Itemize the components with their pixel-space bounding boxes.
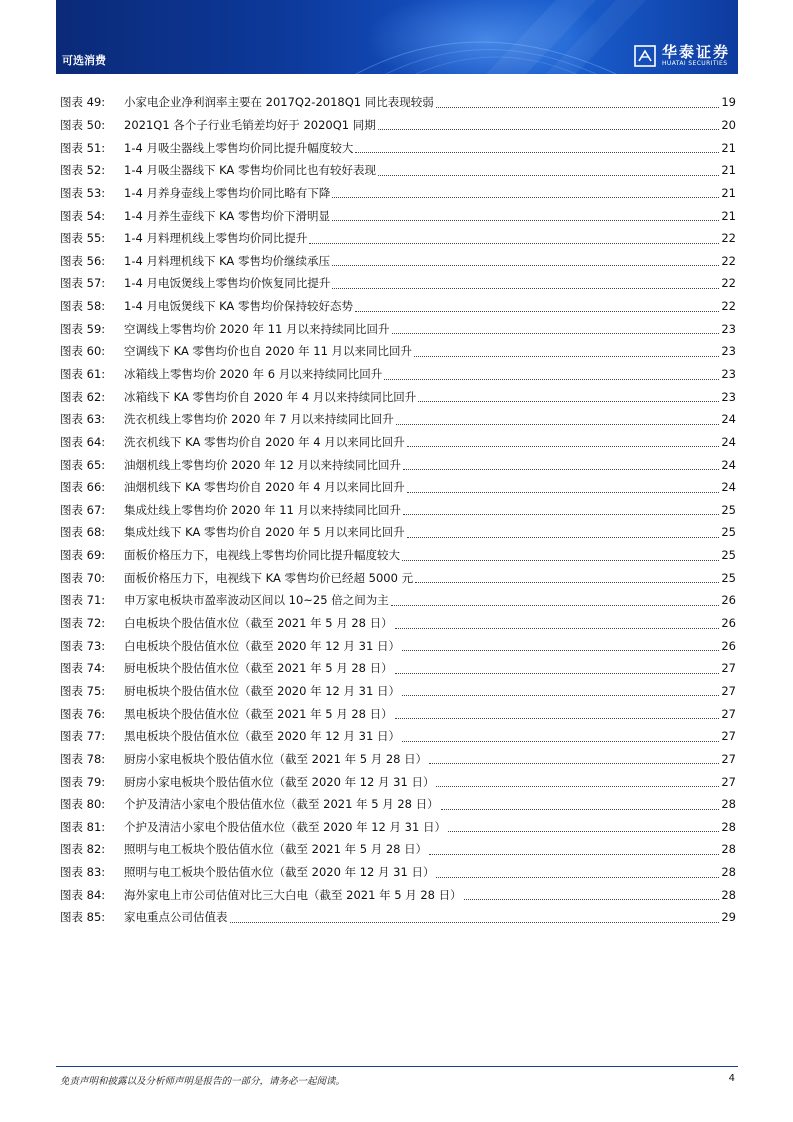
toc-entry-title: 1-4 月电饭煲线上零售均价恢复同比提升 bbox=[124, 276, 331, 291]
toc-dot-leader bbox=[332, 265, 719, 266]
toc-entry[interactable] bbox=[60, 408, 736, 431]
toc-dot-leader bbox=[402, 560, 719, 561]
toc-dot-leader bbox=[395, 628, 720, 629]
toc-entry-label: 图表 63: bbox=[60, 412, 106, 427]
toc-entry-title: 1-4 月养身壶线上零售均价同比略有下降 bbox=[124, 185, 331, 200]
toc-entry[interactable] bbox=[60, 227, 736, 250]
toc-entry-label: 图表 71: bbox=[60, 593, 106, 608]
toc-entry-label: 图表 81: bbox=[60, 819, 106, 834]
toc-entry[interactable] bbox=[60, 883, 736, 906]
toc-entry-label: 图表 69: bbox=[60, 548, 106, 563]
toc-entry-title: 小家电企业净利润率主要在 2017Q2-2018Q1 同比表现较弱 bbox=[124, 95, 434, 110]
toc-entry-label: 图表 74: bbox=[60, 661, 106, 676]
toc-entry[interactable] bbox=[60, 431, 736, 454]
logo-chinese-name: 华泰证券 bbox=[661, 43, 730, 61]
header-banner bbox=[56, 0, 738, 74]
toc-dot-leader bbox=[448, 831, 719, 832]
toc-dot-leader bbox=[429, 763, 719, 764]
toc-entry[interactable] bbox=[60, 612, 736, 635]
toc-entry[interactable] bbox=[60, 249, 736, 272]
toc-entry-label: 图表 53: bbox=[60, 185, 106, 200]
toc-entry-page: 27 bbox=[721, 706, 736, 721]
toc-dot-leader bbox=[414, 356, 719, 357]
toc-dot-leader bbox=[378, 129, 720, 130]
toc-entry-page: 27 bbox=[721, 774, 736, 789]
toc-entry-title: 洗衣机线下 KA 零售均价自 2020 年 4 月以来同比回升 bbox=[124, 434, 405, 449]
toc-entry[interactable] bbox=[60, 453, 736, 476]
huatai-logo bbox=[633, 42, 730, 70]
toc-entry-page: 22 bbox=[721, 253, 736, 268]
toc-entry-title: 厨房小家电板块个股估值水位（截至 2020 年 12 月 31 日） bbox=[124, 774, 435, 789]
toc-entry[interactable] bbox=[60, 204, 736, 227]
toc-entry-label: 图表 66: bbox=[60, 480, 106, 495]
toc-entry-page: 27 bbox=[721, 683, 736, 698]
toc-entry-label: 图表 57: bbox=[60, 276, 106, 291]
toc-entry-page: 21 bbox=[721, 140, 736, 155]
toc-entry-title: 厨房小家电板块个股估值水位（截至 2021 年 5 月 28 日） bbox=[124, 751, 428, 766]
toc-entry-title: 1-4 月吸尘器线上零售均价同比提升幅度较大 bbox=[124, 140, 354, 155]
toc-entry[interactable] bbox=[60, 793, 736, 816]
footer-divider bbox=[56, 1066, 738, 1067]
toc-entry-page: 26 bbox=[721, 593, 736, 608]
toc-entry-title: 冰箱线上零售均价 2020 年 6 月以来持续同比回升 bbox=[124, 367, 383, 381]
toc-entry[interactable] bbox=[60, 770, 736, 793]
toc-entry-page: 19 bbox=[721, 95, 736, 110]
toc-entry-title: 油烟机线下 KA 零售均价自 2020 年 4 月以来同比回升 bbox=[124, 480, 405, 495]
toc-entry-label: 图表 70: bbox=[60, 570, 106, 585]
toc-entry-page: 23 bbox=[721, 367, 736, 381]
toc-dot-leader bbox=[355, 311, 719, 312]
toc-entry-label: 图表 84: bbox=[60, 887, 106, 902]
toc-entry-title: 照明与电工板块个股估值水位（截至 2021 年 5 月 28 日） bbox=[124, 842, 428, 857]
toc-entry-title: 个护及清洁小家电个股估值水位（截至 2020 年 12 月 31 日） bbox=[124, 819, 446, 834]
toc-entry[interactable] bbox=[60, 159, 736, 182]
toc-dot-leader bbox=[395, 718, 720, 719]
toc-entry-title: 1-4 月料理机线上零售均价同比提升 bbox=[124, 231, 308, 246]
toc-entry-label: 图表 52: bbox=[60, 163, 106, 178]
toc-entry-label: 图表 67: bbox=[60, 502, 106, 517]
toc-entry-page: 28 bbox=[721, 797, 736, 812]
toc-entry-label: 图表 58: bbox=[60, 299, 106, 314]
toc-entry[interactable] bbox=[60, 499, 736, 522]
toc-entry-page: 29 bbox=[721, 910, 736, 925]
toc-entry[interactable] bbox=[60, 680, 736, 703]
toc-entry-page: 25 bbox=[721, 548, 736, 563]
toc-entry-title: 家电重点公司估值表 bbox=[124, 910, 228, 925]
logo-icon bbox=[633, 44, 657, 68]
toc-entry[interactable] bbox=[60, 702, 736, 725]
toc-dot-leader bbox=[407, 492, 720, 493]
section-label: 可选消费 bbox=[62, 54, 106, 67]
toc-entry-label: 图表 68: bbox=[60, 525, 106, 540]
toc-entry-title: 黑电板块个股估值水位（截至 2020 年 12 月 31 日） bbox=[124, 729, 400, 744]
toc-dot-leader bbox=[402, 695, 719, 696]
toc-entry-page: 22 bbox=[721, 299, 736, 314]
toc-entry-title: 1-4 月吸尘器线下 KA 零售均价同比也有较好表现 bbox=[124, 163, 376, 178]
toc-entry[interactable] bbox=[60, 906, 736, 929]
footer-disclaimer: 免责声明和披露以及分析师声明是报告的一部分，请务必一起阅读。 bbox=[60, 1076, 346, 1087]
toc-entry[interactable] bbox=[60, 544, 736, 567]
toc-entry-page: 23 bbox=[721, 389, 736, 404]
toc-dot-leader bbox=[441, 809, 720, 810]
toc-entry-label: 图表 62: bbox=[60, 389, 106, 404]
toc-entry-page: 25 bbox=[721, 570, 736, 585]
toc-dot-leader bbox=[355, 152, 719, 153]
toc-dot-leader bbox=[403, 514, 719, 515]
toc-entry-label: 图表 72: bbox=[60, 616, 106, 631]
toc-entry-title: 申万家电板块市盈率波动区间以 10~25 倍之间为主 bbox=[124, 593, 389, 608]
toc-dot-leader bbox=[396, 424, 720, 425]
toc-entry[interactable] bbox=[60, 91, 736, 114]
toc-entry[interactable] bbox=[60, 114, 736, 137]
toc-entry-title: 厨电板块个股估值水位（截至 2020 年 12 月 31 日） bbox=[124, 683, 400, 698]
toc-entry-page: 26 bbox=[721, 638, 736, 653]
toc-entry[interactable] bbox=[60, 317, 736, 340]
toc-dot-leader bbox=[230, 922, 720, 923]
toc-entry-label: 图表 83: bbox=[60, 865, 106, 880]
toc-entry-title: 白电板块个股估值水位（截至 2020 年 12 月 31 日） bbox=[124, 638, 400, 653]
toc-dot-leader bbox=[402, 741, 719, 742]
toc-entry-label: 图表 82: bbox=[60, 842, 106, 857]
toc-entry[interactable] bbox=[60, 340, 736, 363]
toc-entry-label: 图表 51: bbox=[60, 140, 106, 155]
toc-entry[interactable] bbox=[60, 861, 736, 884]
toc-entry-title: 黑电板块个股估值水位（截至 2021 年 5 月 28 日） bbox=[124, 706, 393, 721]
figure-list bbox=[60, 91, 736, 929]
toc-entry-page: 24 bbox=[721, 480, 736, 495]
toc-entry[interactable] bbox=[60, 182, 736, 205]
toc-entry-label: 图表 78: bbox=[60, 751, 106, 766]
toc-entry[interactable] bbox=[60, 838, 736, 861]
toc-entry[interactable] bbox=[60, 589, 736, 612]
toc-dot-leader bbox=[378, 175, 719, 176]
toc-entry-label: 图表 55: bbox=[60, 231, 106, 246]
toc-entry-label: 图表 61: bbox=[60, 367, 106, 381]
toc-entry-page: 28 bbox=[721, 842, 736, 857]
toc-dot-leader bbox=[436, 107, 720, 108]
toc-dot-leader bbox=[332, 288, 719, 289]
toc-entry-page: 20 bbox=[721, 117, 736, 132]
toc-dot-leader bbox=[436, 786, 719, 787]
toc-entry[interactable] bbox=[60, 476, 736, 499]
toc-dot-leader bbox=[309, 243, 719, 244]
toc-entry-label: 图表 50: bbox=[60, 117, 106, 132]
toc-entry-page: 24 bbox=[721, 457, 736, 472]
logo-english-name: HUATAI SECURITIES bbox=[661, 60, 728, 67]
toc-entry-page: 25 bbox=[721, 502, 736, 517]
toc-entry-title: 洗衣机线上零售均价 2020 年 7 月以来持续同比回升 bbox=[124, 412, 394, 427]
toc-entry-label: 图表 56: bbox=[60, 253, 106, 268]
toc-entry-label: 图表 75: bbox=[60, 683, 106, 698]
toc-entry-label: 图表 54: bbox=[60, 208, 106, 223]
toc-dot-leader bbox=[407, 537, 720, 538]
toc-entry-title: 1-4 月电饭煲线下 KA 零售均价保持较好态势 bbox=[124, 299, 353, 314]
toc-entry-page: 27 bbox=[721, 661, 736, 676]
toc-entry[interactable] bbox=[60, 657, 736, 680]
toc-dot-leader bbox=[384, 379, 719, 380]
toc-entry-label: 图表 77: bbox=[60, 729, 106, 744]
toc-dot-leader bbox=[402, 650, 719, 651]
toc-dot-leader bbox=[403, 469, 719, 470]
toc-entry-title: 照明与电工板块个股估值水位（截至 2020 年 12 月 31 日） bbox=[124, 865, 435, 880]
toc-entry-page: 24 bbox=[721, 412, 736, 427]
toc-entry-page: 22 bbox=[721, 276, 736, 291]
toc-entry[interactable] bbox=[60, 272, 736, 295]
toc-entry-page: 25 bbox=[721, 525, 736, 540]
toc-entry-label: 图表 60: bbox=[60, 344, 106, 359]
toc-entry[interactable] bbox=[60, 816, 736, 839]
toc-entry-title: 空调线下 KA 零售均价也自 2020 年 11 月以来同比回升 bbox=[124, 344, 413, 359]
toc-entry-title: 个护及清洁小家电个股估值水位（截至 2021 年 5 月 28 日） bbox=[124, 797, 439, 812]
toc-entry-title: 1-4 月料理机线下 KA 零售均价继续承压 bbox=[124, 253, 330, 268]
toc-entry-page: 28 bbox=[721, 887, 736, 902]
toc-entry[interactable] bbox=[60, 136, 736, 159]
toc-entry-label: 图表 76: bbox=[60, 706, 106, 721]
toc-entry-label: 图表 85: bbox=[60, 910, 106, 925]
toc-entry-page: 28 bbox=[721, 865, 736, 880]
toc-entry-title: 空调线上零售均价 2020 年 11 月以来持续同比回升 bbox=[124, 321, 390, 336]
toc-entry-label: 图表 64: bbox=[60, 434, 106, 449]
toc-entry-page: 24 bbox=[721, 434, 736, 449]
toc-entry-title: 油烟机线上零售均价 2020 年 12 月以来持续同比回升 bbox=[124, 457, 402, 472]
toc-entry[interactable] bbox=[60, 725, 736, 748]
toc-entry-title: 厨电板块个股估值水位（截至 2021 年 5 月 28 日） bbox=[124, 661, 393, 676]
toc-dot-leader bbox=[436, 877, 719, 878]
toc-entry[interactable] bbox=[60, 295, 736, 318]
toc-entry-page: 21 bbox=[721, 208, 736, 223]
toc-entry-title: 白电板块个股估值水位（截至 2021 年 5 月 28 日） bbox=[124, 616, 393, 631]
toc-dot-leader bbox=[332, 197, 719, 198]
toc-dot-leader bbox=[418, 401, 719, 402]
toc-entry[interactable] bbox=[60, 363, 736, 386]
toc-dot-leader bbox=[392, 333, 720, 334]
toc-entry-label: 图表 49: bbox=[60, 95, 106, 110]
toc-entry-title: 2021Q1 各个子行业毛销差均好于 2020Q1 同期 bbox=[124, 117, 376, 132]
toc-entry-page: 23 bbox=[721, 321, 736, 336]
toc-entry-label: 图表 73: bbox=[60, 638, 106, 653]
toc-dot-leader bbox=[415, 582, 719, 583]
toc-dot-leader bbox=[464, 899, 720, 900]
toc-entry-page: 27 bbox=[721, 729, 736, 744]
toc-entry-title: 冰箱线下 KA 零售均价自 2020 年 4 月以来持续同比回升 bbox=[124, 389, 417, 404]
toc-entry-label: 图表 79: bbox=[60, 774, 106, 789]
toc-entry[interactable] bbox=[60, 566, 736, 589]
toc-entry-page: 23 bbox=[721, 344, 736, 359]
toc-entry-title: 海外家电上市公司估值对比三大白电（截至 2021 年 5 月 28 日） bbox=[124, 887, 462, 902]
toc-entry-title: 集成灶线上零售均价 2020 年 11 月以来持续同比回升 bbox=[124, 502, 402, 517]
toc-entry-page: 21 bbox=[721, 185, 736, 200]
toc-entry-label: 图表 80: bbox=[60, 797, 106, 812]
toc-dot-leader bbox=[391, 605, 720, 606]
toc-entry[interactable] bbox=[60, 634, 736, 657]
toc-entry-page: 28 bbox=[721, 819, 736, 834]
toc-dot-leader bbox=[407, 446, 720, 447]
toc-entry-page: 27 bbox=[721, 751, 736, 766]
toc-dot-leader bbox=[429, 854, 719, 855]
toc-entry-label: 图表 65: bbox=[60, 457, 106, 472]
toc-entry[interactable] bbox=[60, 521, 736, 544]
toc-entry[interactable] bbox=[60, 385, 736, 408]
toc-entry-page: 21 bbox=[721, 163, 736, 178]
toc-entry-title: 集成灶线下 KA 零售均价自 2020 年 5 月以来同比回升 bbox=[124, 525, 405, 540]
toc-entry-page: 22 bbox=[721, 231, 736, 246]
toc-entry-title: 1-4 月养生壶线下 KA 零售均价下滑明显 bbox=[124, 208, 330, 223]
toc-entry-title: 面板价格压力下，电视线下 KA 零售均价已经超 5000 元 bbox=[124, 570, 414, 585]
toc-entry-title: 面板价格压力下，电视线上零售均价同比提升幅度较大 bbox=[124, 548, 400, 563]
toc-entry[interactable] bbox=[60, 748, 736, 771]
toc-entry-label: 图表 59: bbox=[60, 321, 106, 336]
toc-entry-page: 26 bbox=[721, 616, 736, 631]
toc-dot-leader bbox=[332, 220, 719, 221]
toc-dot-leader bbox=[395, 673, 720, 674]
page-number: 4 bbox=[728, 1073, 735, 1084]
